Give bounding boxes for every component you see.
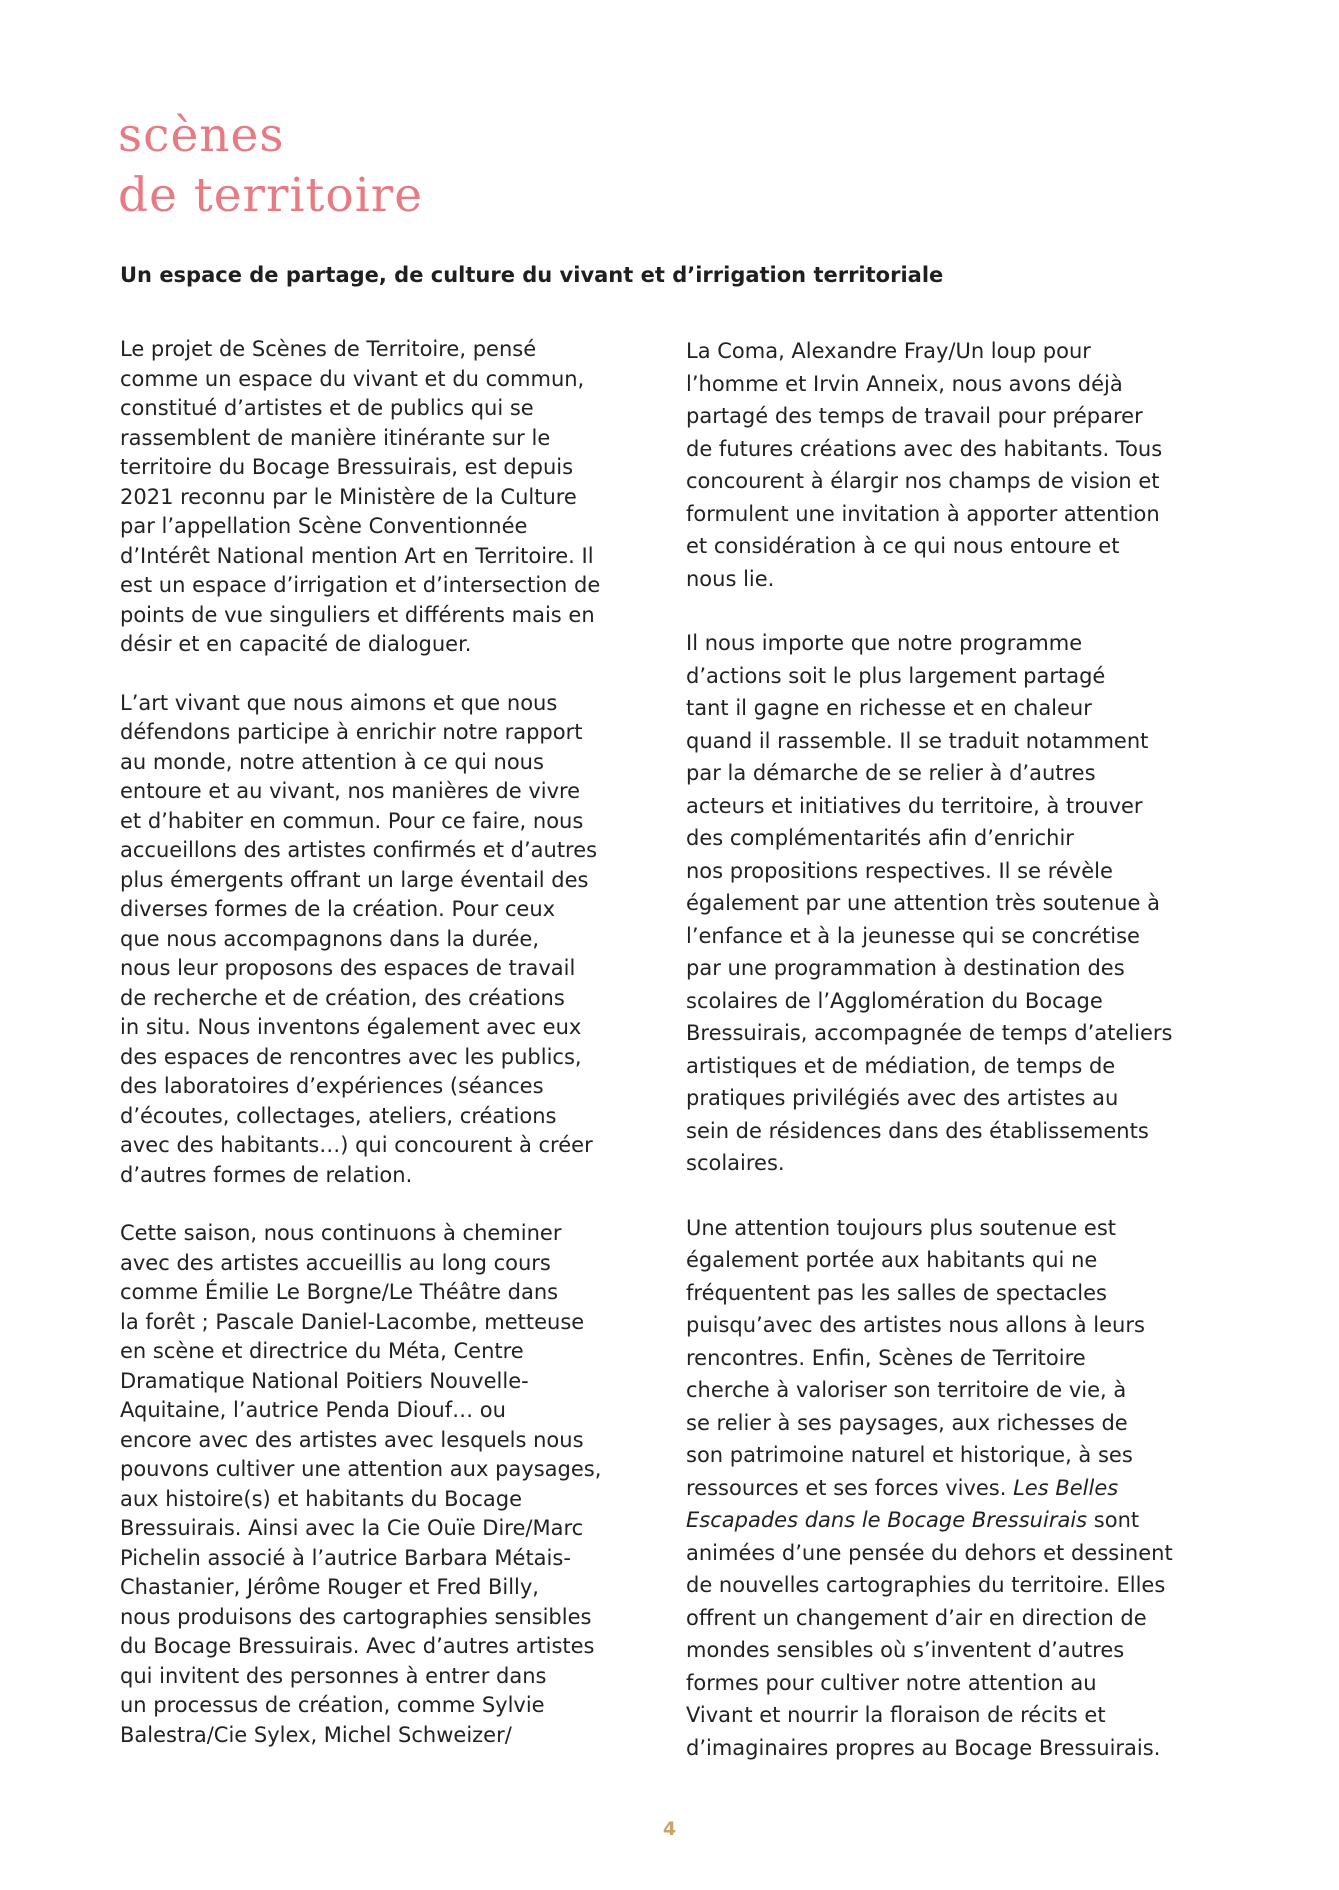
paragraph-season: Cette saison, nous continuons à cheminer avec des artistes accueillis au long cours comme Émilie Le Borgne/Le Théâtre dans la forêt ; Pascale Daniel-Lacombe, metteuse en scène et directrice du Méta, Centre Dramatique National Poitiers Nouvelle- Aquitaine, l’autrice Penda Diouf… ou encore avec des artistes avec lesquels nous pouvons cultiver une attention aux paysages, aux histoire(s) et habitants du Bocage Bressuirais. Ainsi avec la Cie Ouïe Dire/Marc Pichelin associé à l’autrice Barbara Métais- Chastanier, Jérôme Rouger et Fred Billy, nous produisons des cartographies sensibles du Bocage Bressuirais. Avec d’autres artistes qui invitent des personnes à entrer dans un processus de création, comme Sylvie Balestra/Cie Sylex, Michel Schweizer/ <box>120 1221 602 1747</box>
paragraph-inhabitants <box>686 1212 1226 1765</box>
right-column <box>686 335 1226 1796</box>
paragraph-inhabitants-text-1: Une attention toujours plus soutenue est également portée aux habitants qui ne fréquentent pas les salles de spectacles puisqu’avec des artistes nous allons à leurs rencontres. Enfin, Scènes de Territoire cherche à valoriser son territoire de vie, à se relier à ses paysages, aux richesses de son patrimoine naturel et historique, à ses ressources et ses forces vives. <box>686 1215 1145 1500</box>
paragraph-season-continued: La Coma, Alexandre Fray/Un loup pour l’homme et Irvin Anneix, nous avons déjà partagé des temps de travail pour préparer de futures créations avec des habitants. Tous concourent à élargir nos champs de vision et formulent une invitation à apporter attention et considération à ce qui nous entoure et nous lie. <box>686 339 1163 591</box>
belles-escapades-title: Les Belles Escapades dans le Bocage Bressuirais <box>686 1475 1119 1532</box>
paragraph-programme: Il nous importe que notre programme d’actions soit le plus largement partagé tant il gagne en richesse et en chaleur quand il rassemble. Il se traduit notamment par la démarche de se relier à d’autres acteurs et initiatives du territoire, à trouver des complémentarités afin d’enrichir nos propositions respectives. Il se révèle également par une attention très soutenue à l’enfance et à la jeunesse qui se concrétise par une programmation à destination des scolaires de l’Agglomération du Bocage Bressuirais, accompagnée de temps d’ateliers artistiques et de médiation, de temps de pratiques privilégiés avec des artistes au sein de résidences dans des établissements scolaires. <box>686 631 1173 1175</box>
page-title <box>118 106 423 226</box>
paragraph-living-art: L’art vivant que nous aimons et que nous défendons participe à enrichir notre rapport au monde, notre attention à ce qui nous entoure et au vivant, nos manières de vivre et d’habiter en commun. Pour ce faire, nous accueillons des artistes confirmés et d’autres plus émergents offrant un large éventail des diverses formes de la création. Pour ceux que nous accompagnons dans la durée, nous leur proposons des espaces de travail de recherche et de création, des créations in situ. Nous inventons également avec eux des espaces de rencontres avec les publics, des laboratoires d’expériences (séances d’écoutes, collectages, ateliers, créations avec des habitants…) qui concourent à créer d’autres formes de relation. <box>120 690 598 1187</box>
left-column <box>120 335 640 1779</box>
paragraph-intro: Le projet de Scènes de Territoire, pensé comme un espace du vivant et du commun, constitué d’artistes et de publics qui se rassemblent de manière itinérante sur le territoire du Bocage Bressuirais, est depuis 2021 reconnu par le Ministère de la Culture par l’appellation Scène Conventionnée d’Intérêt National mention Art en Territoire. Il est un espace d’irrigation et d’intersection de points de vue singuliers et différents mais en désir et en capacité de dialoguer. <box>120 337 601 656</box>
page-title-line-2: de territoire <box>118 168 424 223</box>
page-number: 4 <box>662 1818 677 1840</box>
page-subtitle: Un espace de partage, de culture du vivant et d’irrigation territoriale <box>120 263 944 287</box>
paragraph-inhabitants-text-2: sont animées d’une pensée du dehors et dessinent de nouvelles cartographies du territoire. Elles offrent un changement d’air en direction de mondes sensibles où s’inventent d’autres formes pour cultiver notre attention au Vivant et nourrir la floraison de récits et d’imaginaires propres au Bocage Bressuirais. <box>686 1508 1173 1760</box>
page-title-line-1: scènes <box>118 108 285 163</box>
